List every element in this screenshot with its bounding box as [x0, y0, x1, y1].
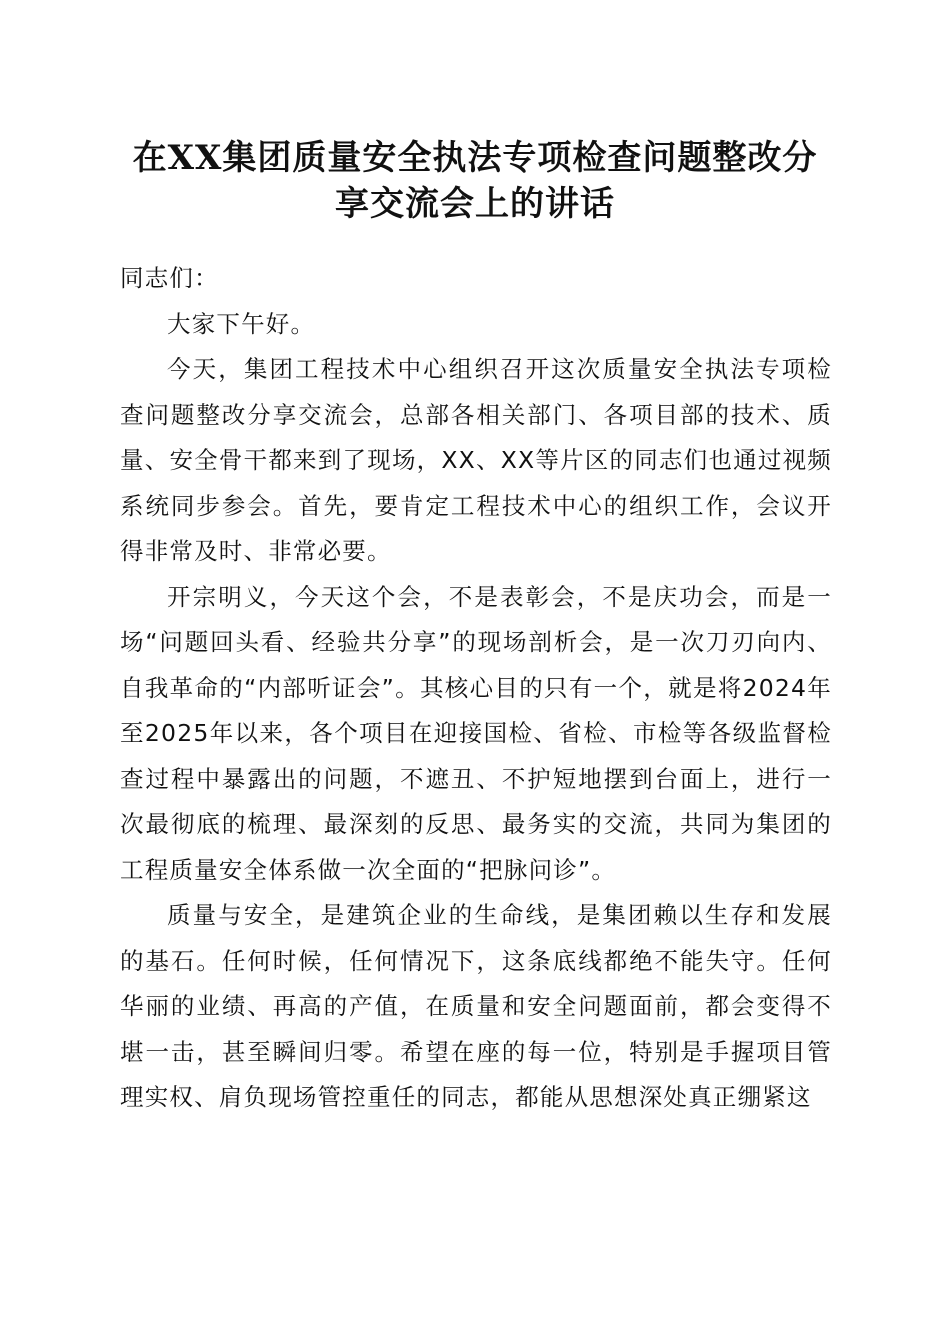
title-line-2: 享交流会上的讲话 [335, 184, 615, 224]
salutation: 同志们： [120, 264, 219, 292]
paragraph-quality-safety: 质量与安全，是建筑企业的生命线，是集团赖以生存和发展的基石。任何时候，任何情况下，这条底线都绝不能失守。任何华丽的业绩、再高的产值，在质量和安全问题面前，都会变得不堪一击，甚至瞬间归零。希望在座的每一位，特别是手握项目管理实权、肩负现场管控重任的同志，都能从思想深处真正绷紧这 [120, 901, 832, 1111]
title-line-1: 在XX集团质量安全执法专项检查问题整改分 [132, 138, 818, 178]
paragraph-meeting-intro: 今天，集团工程技术中心组织召开这次质量安全执法专项检查问题整改分享交流会，总部各相关部门、各项目部的技术、质量、安全骨干都来到了现场，XX、XX等片区的同志们也通过视频系统同步参会。首先，要肯定工程技术中心的组织工作，会议开得非常及时、非常必要。 [120, 355, 832, 565]
document-title [100, 135, 850, 227]
paragraph-meeting-purpose: 开宗明义，今天这个会，不是表彰会，不是庆功会，而是一场“问题回头看、经验共分享”的现场剖析会，是一次刀刃向内、自我革命的“内部听证会”。其核心目的只有一个，就是将2024年至2025年以来，各个项目在迎接国检、省检、市检等各级监督检查过程中暴露出的问题，不遮丑、不护短地摆到台面上，进行一次最彻底的梳理、最深刻的反思、最务实的交流，共同为集团的工程质量安全体系做一次全面的“把脉问诊”。 [120, 582, 832, 884]
document-body [120, 256, 832, 1121]
paragraph-greeting: 大家下午好。 [167, 309, 316, 338]
